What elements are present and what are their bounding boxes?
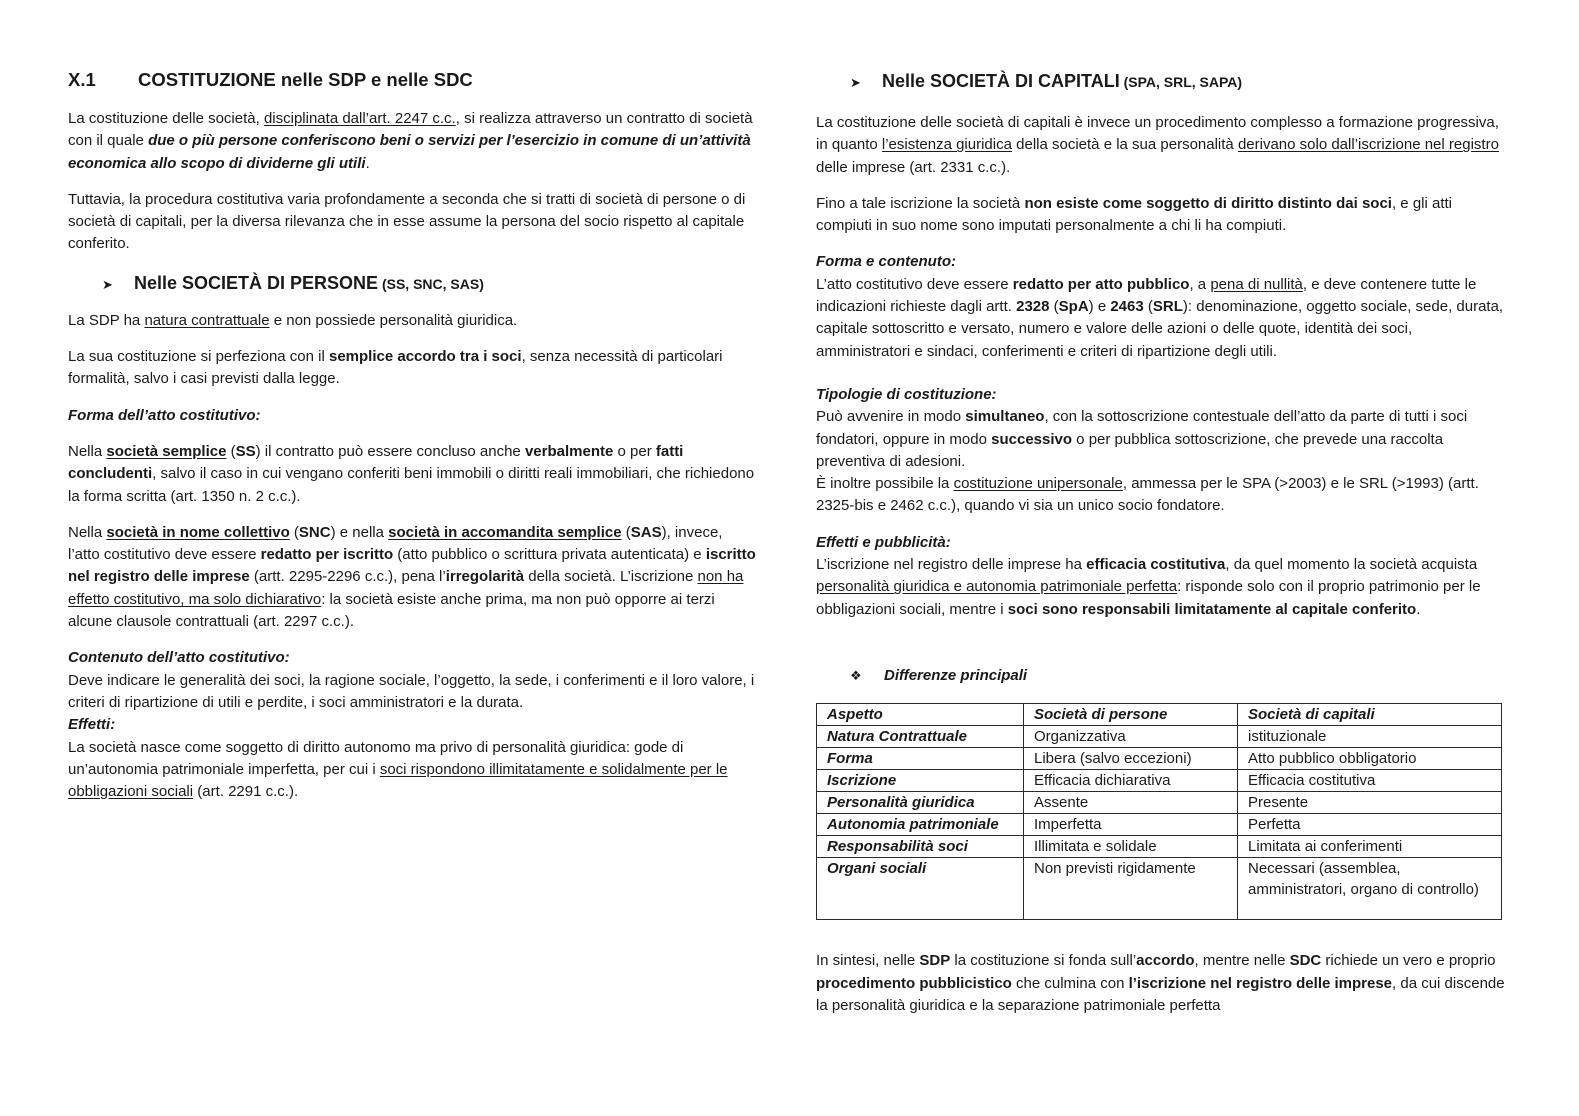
- table-cell: Illimitata e solidale: [1024, 836, 1238, 858]
- table-cell: Libera (salvo eccezioni): [1024, 748, 1238, 770]
- tipologie-block: Tipologie di costituzione: Può avvenire in modo simultaneo, con la sottoscrizione contestuale dell’atto da parte di tutti i soci fondatori, oppure in modo successivo o per pubblica sottoscrizione, che prevede una raccolta preventiva di adesioni. È inoltre possibile la costituzione unipersonale, ammessa per le SPA (>2003) e le SRL (>1993) (artt. 2325-bis e 2462 c.c.), quando vi sia un unico socio fondatore.: [816, 385, 1479, 515]
- differenze-table: [816, 703, 1502, 920]
- effetti-pubblicita-block: Effetti e pubblicità: L’iscrizione nel registro delle imprese ha efficacia costitutiva, da quel momento la società acquista personalità giuridica e autonomia patrimoniale perfetta: risponde solo con il proprio patrimonio per le obbligazioni sociali, mentre i soci sono responsabili limitatamente al capitale conferito.: [816, 533, 1481, 618]
- contenuto-block: Contenuto dell’atto costitutivo: Deve indicare le generalità dei soci, la ragione sociale, l’oggetto, la sede, i conferimenti e il loro valore, i criteri di ripartizione di utili e perdite, i soci amministratori e la durata. Effetti: La società nasce come soggetto di diritto autonomo ma privo di personalità giuridica: gode di un’autonomia patrimoniale imperfetta, per cui i soci rispondono illimitatamente e solidalmente per le obbligazioni sociali (art. 2291 c.c.).: [68, 649, 755, 801]
- table-cell: Necessari (assemblea, amministratori, organo di controllo): [1238, 858, 1502, 920]
- sdp-heading: ➤ Nelle SOCIETÀ DI PERSONE (SS, SNC, SAS): [102, 270, 756, 298]
- diamond-bullet-icon: ❖: [850, 667, 862, 683]
- forma-contenuto-block: Forma e contenuto: L’atto costitutivo deve essere redatto per atto pubblico, a pena di nullità, e deve contenere tutte le indicazioni richieste dagli artt. 2328 (SpA) e 2463 (SRL): denominazione, oggetto sociale, sede, durata, capitale sottoscritto e versato, numero e valore delle azioni o delle quote, identità dei soci, amministratori e sindaci, conferimenti e criteri di ripartizione degli utili.: [816, 253, 1504, 360]
- tipologie-heading: Tipologie di costituzione:: [816, 385, 997, 403]
- table-cell: Natura Contrattuale: [817, 726, 1024, 748]
- table-cell: Non previsti rigidamente: [1024, 858, 1238, 920]
- forma-contenuto-heading: Forma e contenuto:: [816, 253, 957, 271]
- contenuto-heading: Contenuto dell’atto costitutivo:: [68, 649, 290, 667]
- table-cell: istituzionale: [1238, 726, 1502, 748]
- right-column: [816, 62, 1506, 1031]
- effetti-heading: Effetti:: [68, 716, 116, 734]
- table-row: [817, 792, 1502, 814]
- sdc-paragraph-1: La costituzione delle società di capitali è invece un procedimento complesso a formazione progressiva, in quanto l’esistenza giuridica della società e la sua personalità derivano solo dall’iscrizione nel registro delle imprese (art. 2331 c.c.).: [816, 114, 1499, 176]
- table-cell: Forma: [817, 748, 1024, 770]
- arrow-bullet-icon: ➤: [850, 75, 861, 90]
- table-cell: Limitata ai conferimenti: [1238, 836, 1502, 858]
- table-row: [817, 858, 1502, 920]
- table-cell: Personalità giuridica: [817, 792, 1024, 814]
- table-header-cell: Società di capitali: [1238, 704, 1502, 726]
- table-header-cell: Società di persone: [1024, 704, 1238, 726]
- table-cell: Efficacia costitutiva: [1238, 770, 1502, 792]
- section-number: X.1: [68, 69, 96, 90]
- table-cell: Organi sociali: [817, 858, 1024, 920]
- table-cell: Autonomia patrimoniale: [817, 814, 1024, 836]
- forma-heading: Forma dell’atto costitutivo:: [68, 406, 261, 424]
- sdp-paragraph-2: La sua costituzione si perfeziona con il semplice accordo tra i soci, senza necessità di particolari formalità, salvo i casi previsti dalla legge.: [68, 348, 723, 388]
- table-row: [817, 748, 1502, 770]
- section-title: [68, 68, 756, 92]
- differenze-heading: ❖ Differenze principali: [850, 665, 1506, 687]
- snc-sas-paragraph: Nella società in nome collettivo (SNC) e nella società in accomandita semplice (SAS), invece, l’atto costitutivo deve essere redatto per iscritto (atto pubblico o scrittura privata autenticata) e iscritto nel registro delle imprese (artt. 2295-2296 c.c.), pena l’irregolarità della società. L’iscrizione non ha effetto costitutivo, ma solo dichiarativo: la società esiste anche prima, ma non può opporre ai terzi alcune clausole contrattuali (art. 2297 c.c.).: [68, 523, 756, 631]
- table-cell: Perfetta: [1238, 814, 1502, 836]
- table-cell: Presente: [1238, 792, 1502, 814]
- table-row: [817, 814, 1502, 836]
- intro-paragraph-1: La costituzione delle società, disciplinata dall’art. 2247 c.c., si realizza attraverso un contratto di società con il quale due o più persone conferiscono beni o servizi per l’esercizio in comune di un’attività economica allo scopo di dividerne gli utili.: [68, 110, 753, 172]
- left-column: [68, 62, 756, 803]
- section-title-text: COSTITUZIONE nelle SDP e nelle SDC: [138, 69, 473, 90]
- table-header-cell: Aspetto: [817, 704, 1024, 726]
- table-cell: Atto pubblico obbligatorio: [1238, 748, 1502, 770]
- sdp-paragraph-1: La SDP ha natura contrattuale e non possiede personalità giuridica.: [68, 311, 518, 329]
- table-cell: Efficacia dichiarativa: [1024, 770, 1238, 792]
- table-cell: Iscrizione: [817, 770, 1024, 792]
- table-cell: Imperfetta: [1024, 814, 1238, 836]
- table-row: [817, 726, 1502, 748]
- contenuto-text: Deve indicare le generalità dei soci, la ragione sociale, l’oggetto, la sede, i conferimenti e il loro valore, i criteri di ripartizione di utili e perdite, i soci amministratori e la durata.: [68, 671, 755, 711]
- sdc-heading: ➤ Nelle SOCIETÀ DI CAPITALI (SPA, SRL, SAPA): [850, 68, 1506, 96]
- intro-paragraph-2: Tuttavia, la procedura costitutiva varia profondamente a seconda che si tratti di società di persone o di società di capitali, per la diversa rilevanza che in esse assume la persona del socio rispetto al capitale conferito.: [68, 190, 746, 253]
- sintesi-paragraph: In sintesi, nelle SDP la costituzione si fonda sull’accordo, mentre nelle SDC richiede un vero e proprio procedimento pubblicistico che culmina con l’iscrizione nel registro delle imprese, da cui discende la personalità giuridica e la separazione patrimoniale perfetta: [816, 952, 1505, 1014]
- ss-paragraph: Nella società semplice (SS) il contratto può essere concluso anche verbalmente o per fatti concludenti, salvo il caso in cui vengano conferiti beni immobili o diritti reali immobiliari, che richiedono la forma scritta (art. 1350 n. 2 c.c.).: [68, 442, 755, 505]
- arrow-bullet-icon: ➤: [102, 276, 113, 292]
- effetti-pubblicita-heading: Effetti e pubblicità:: [816, 533, 951, 551]
- table-cell: Responsabilità soci: [817, 836, 1024, 858]
- table-header-row: [817, 704, 1502, 726]
- table-row: [817, 770, 1502, 792]
- link-art-2247: disciplinata dall’art. 2247 c.c.: [263, 110, 456, 127]
- table-cell: Organizzativa: [1024, 726, 1238, 748]
- table-row: [817, 836, 1502, 858]
- sdc-paragraph-2: Fino a tale iscrizione la società non esiste come soggetto di diritto distinto dai soci, e gli atti compiuti in suo nome sono imputati personalmente a chi li ha compiuti.: [816, 194, 1452, 235]
- table-cell: Assente: [1024, 792, 1238, 814]
